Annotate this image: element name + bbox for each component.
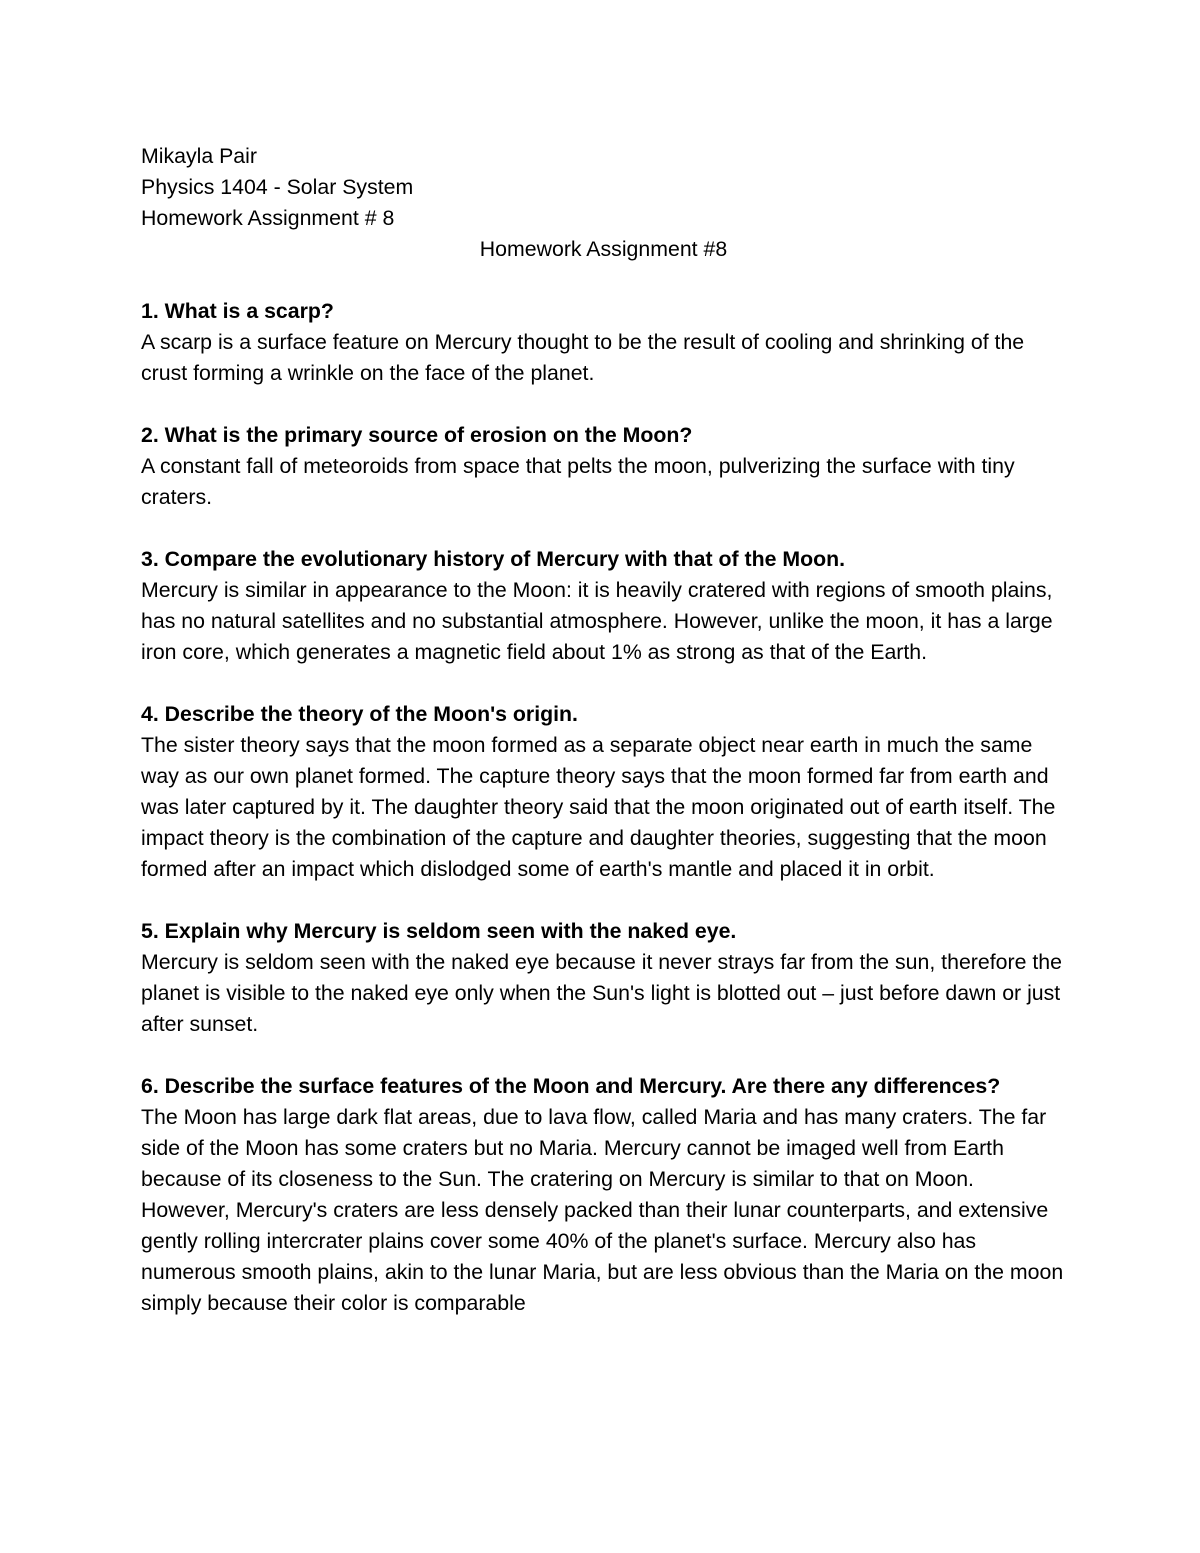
qa-item-5 xyxy=(141,916,1066,1040)
answer-5: Mercury is seldom seen with the naked eye because it never strays far from the sun, therefore the planet is visible to the naked eye only when the Sun's light is blotted out – just before dawn or just after sunset. xyxy=(141,950,1062,1036)
author-name: Mikayla Pair xyxy=(141,144,257,168)
question-5: 5. Explain why Mercury is seldom seen with the naked eye. xyxy=(141,919,737,943)
answer-4: The sister theory says that the moon formed as a separate object near earth in much the same way as our own planet formed. The capture theory says that the moon formed far from earth and was later captured by it. The daughter theory said that the moon originated out of earth itself. The impact theory is the combination of the capture and daughter theories, suggesting that the moon formed after an impact which dislodged some of earth's mantle and placed it in orbit. xyxy=(141,733,1056,881)
question-1: 1. What is a scarp? xyxy=(141,299,334,323)
assignment-label: Homework Assignment # 8 xyxy=(141,206,395,230)
answer-1: A scarp is a surface feature on Mercury thought to be the result of cooling and shrinking of the crust forming a wrinkle on the face of the planet. xyxy=(141,330,1025,385)
answer-2: A constant fall of meteoroids from space that pelts the moon, pulverizing the surface with tiny craters. xyxy=(141,454,1015,509)
document-body xyxy=(141,141,1066,1319)
answer-6: The Moon has large dark flat areas, due to lava flow, called Maria and has many craters. The far side of the Moon has some craters but no Maria. Mercury cannot be imaged well from Earth because of its closeness to the Sun. The cratering on Mercury is similar to that on Moon. However, Mercury's craters are less densely packed than their lunar counterparts, and extensive gently rolling intercrater plains cover some 40% of the planet's surface. Mercury also has numerous smooth plains, akin to the lunar Maria, but are less obvious than the Maria on the moon simply because their color is comparable xyxy=(141,1105,1064,1315)
qa-item-2 xyxy=(141,420,1066,513)
qa-item-4 xyxy=(141,699,1066,885)
qa-item-1 xyxy=(141,296,1066,389)
course-name: Physics 1404 - Solar System xyxy=(141,175,414,199)
question-4: 4. Describe the theory of the Moon's origin. xyxy=(141,702,578,726)
question-3: 3. Compare the evolutionary history of Mercury with that of the Moon. xyxy=(141,547,846,571)
question-2: 2. What is the primary source of erosion on the Moon? xyxy=(141,423,693,447)
qa-item-3 xyxy=(141,544,1066,668)
qa-item-6 xyxy=(141,1071,1066,1319)
question-6: 6. Describe the surface features of the Moon and Mercury. Are there any differences? xyxy=(141,1074,1001,1098)
answer-3: Mercury is similar in appearance to the Moon: it is heavily cratered with regions of smooth plains, has no natural satellites and no substantial atmosphere. However, unlike the moon, it has a large iron core, which generates a magnetic field about 1% as strong as that of the Earth. xyxy=(141,578,1053,664)
document-title: Homework Assignment #8 xyxy=(479,237,728,261)
